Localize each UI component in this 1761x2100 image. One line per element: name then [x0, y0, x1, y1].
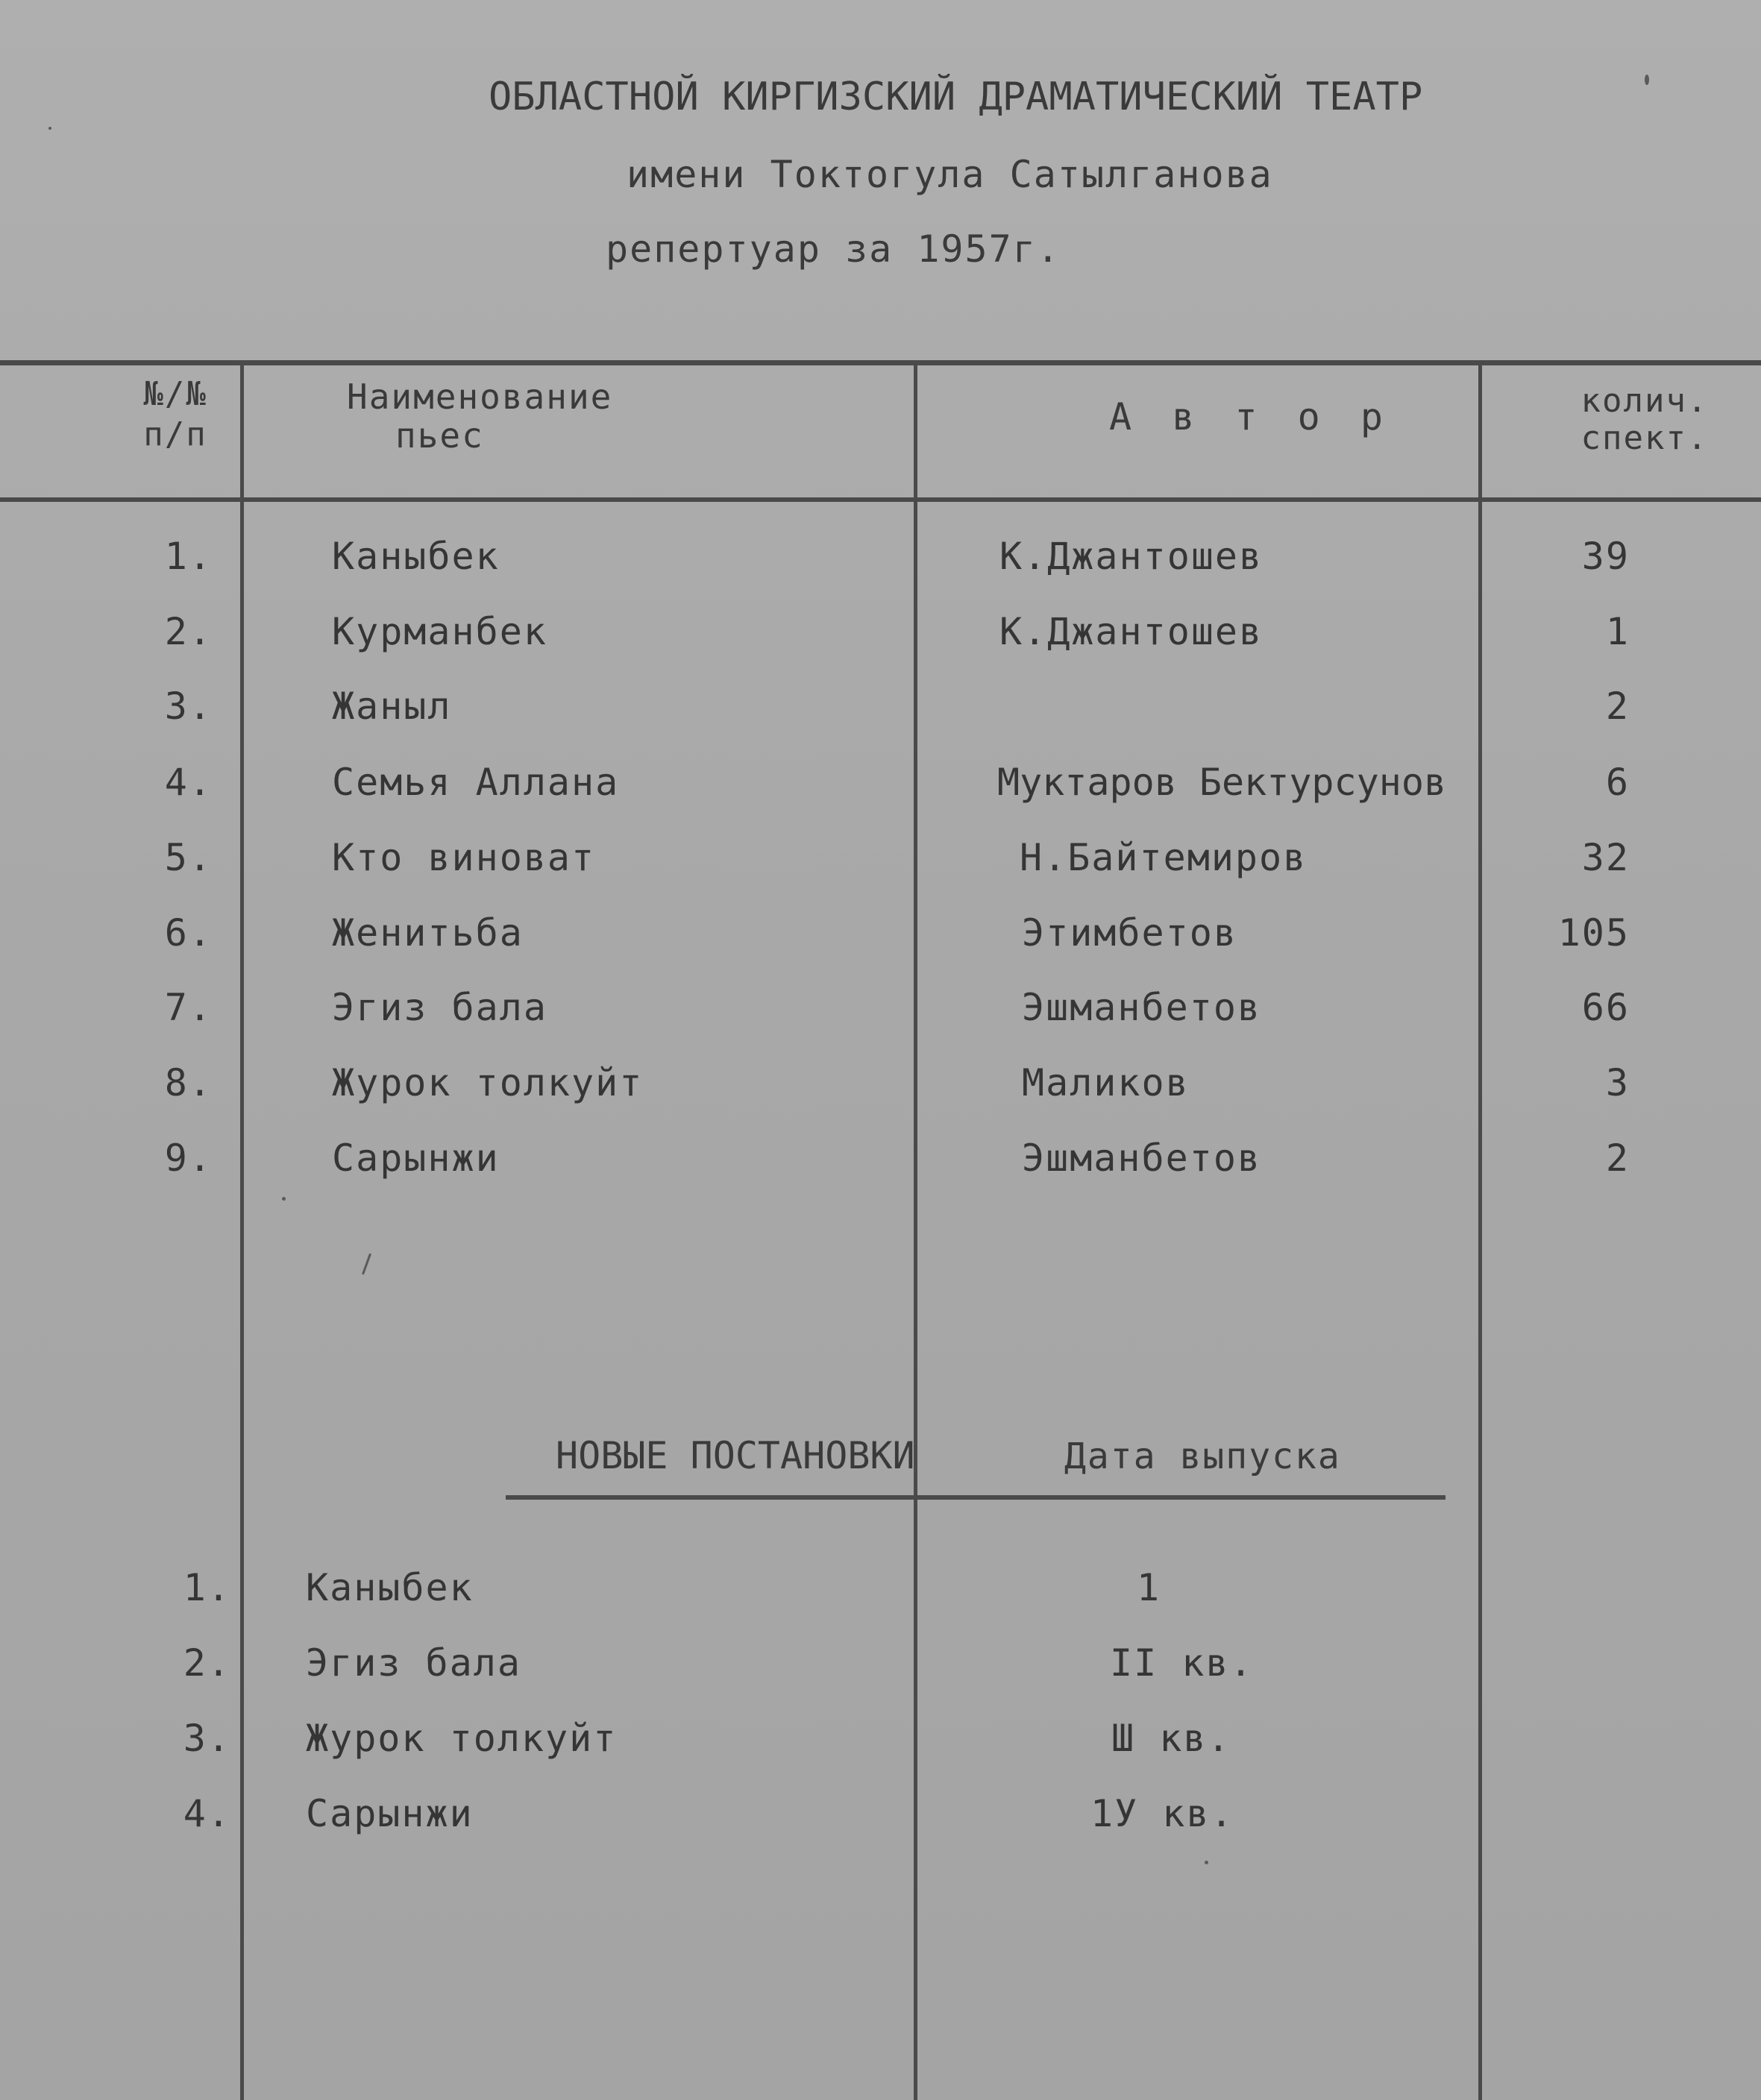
play-title: Жаныл — [332, 685, 452, 728]
item-number: 2. — [183, 1641, 231, 1685]
table-top-rule — [0, 360, 1761, 365]
play-author: Эшманбетов — [1022, 1137, 1262, 1180]
performance-count: 39 — [1581, 535, 1630, 578]
play-author: К.Джантошев — [999, 610, 1264, 653]
play-title: Семья Аллана — [332, 761, 620, 804]
play-author: Маликов — [1022, 1061, 1190, 1104]
header-title-1: Наименование — [347, 377, 613, 417]
play-title: Женитьба — [332, 911, 524, 955]
theatre-name: имени Токтогула Сатылганова — [627, 153, 1273, 196]
paper-speck — [1645, 75, 1649, 85]
repertoire-year: репертуар за 1957г. — [606, 227, 1061, 271]
header-author: А в т о р — [1109, 395, 1392, 438]
new-productions-underline — [506, 1495, 1445, 1500]
header-title-2: пьес — [395, 415, 484, 456]
row-number: 4. — [164, 761, 213, 804]
performance-count: 1 — [1605, 610, 1630, 653]
column-divider-3 — [1478, 360, 1482, 2100]
column-divider-2 — [914, 360, 917, 2100]
production-title: Каныбек — [306, 1566, 474, 1609]
paper-speck — [48, 127, 51, 130]
play-title: Сарынжи — [332, 1137, 500, 1180]
row-number: 2. — [164, 610, 213, 653]
item-number: 3. — [183, 1717, 231, 1760]
release-date-heading: Дата выпуска — [1064, 1436, 1341, 1477]
header-number-2: п/п — [143, 415, 207, 453]
production-title: Журок толкуйт — [306, 1717, 618, 1760]
row-number: 1. — [164, 535, 213, 578]
paper-speck — [1205, 1861, 1208, 1864]
row-number: 9. — [164, 1137, 213, 1180]
performance-count: 6 — [1605, 761, 1630, 804]
release-date: 1 — [1136, 1566, 1161, 1609]
play-title: Журок толкуйт — [332, 1061, 644, 1104]
paper-speck — [362, 1253, 371, 1274]
header-count-1: колич. — [1580, 382, 1709, 420]
play-author: Эшманбетов — [1022, 986, 1262, 1029]
play-author: К.Джантошев — [999, 535, 1264, 578]
theatre-title: ОБЛАСТНОЙ КИРГИЗСКИЙ ДРАМАТИЧЕСКИЙ ТЕАТР — [489, 75, 1423, 119]
play-title: Курманбек — [332, 610, 547, 653]
header-number-1: №/№ — [143, 375, 207, 413]
row-number: 8. — [164, 1061, 213, 1104]
play-author: Этимбетов — [1022, 911, 1237, 955]
release-date: II кв. — [1110, 1641, 1254, 1685]
row-number: 7. — [164, 986, 213, 1029]
row-number: 6. — [164, 911, 213, 955]
header-bottom-rule — [0, 497, 1761, 502]
performance-count: 2 — [1605, 1137, 1630, 1180]
performance-count: 3 — [1605, 1061, 1630, 1104]
item-number: 4. — [183, 1792, 231, 1835]
play-author: Н.Байтемиров — [1020, 836, 1308, 879]
paper-speck — [282, 1197, 286, 1201]
header-count-2: спект. — [1580, 419, 1709, 457]
new-productions-heading: НОВЫЕ ПОСТАНОВКИ — [556, 1434, 915, 1477]
performance-count: 32 — [1581, 836, 1630, 879]
play-title: Эгиз бала — [332, 986, 547, 1029]
performance-count: 2 — [1605, 685, 1630, 728]
performance-count: 105 — [1557, 911, 1630, 955]
play-title: Кто виноват — [332, 836, 596, 879]
performance-count: 66 — [1581, 986, 1630, 1029]
row-number: 5. — [164, 836, 213, 879]
play-author: Муктаров Бектурсунов — [997, 761, 1447, 804]
item-number: 1. — [183, 1566, 231, 1609]
release-date: Ш кв. — [1111, 1717, 1231, 1760]
production-title: Эгиз бала — [306, 1641, 521, 1685]
play-title: Каныбек — [332, 535, 500, 578]
column-divider-1 — [240, 360, 244, 2100]
row-number: 3. — [164, 685, 213, 728]
release-date: 1У кв. — [1090, 1792, 1234, 1835]
production-title: Сарынжи — [306, 1792, 474, 1835]
